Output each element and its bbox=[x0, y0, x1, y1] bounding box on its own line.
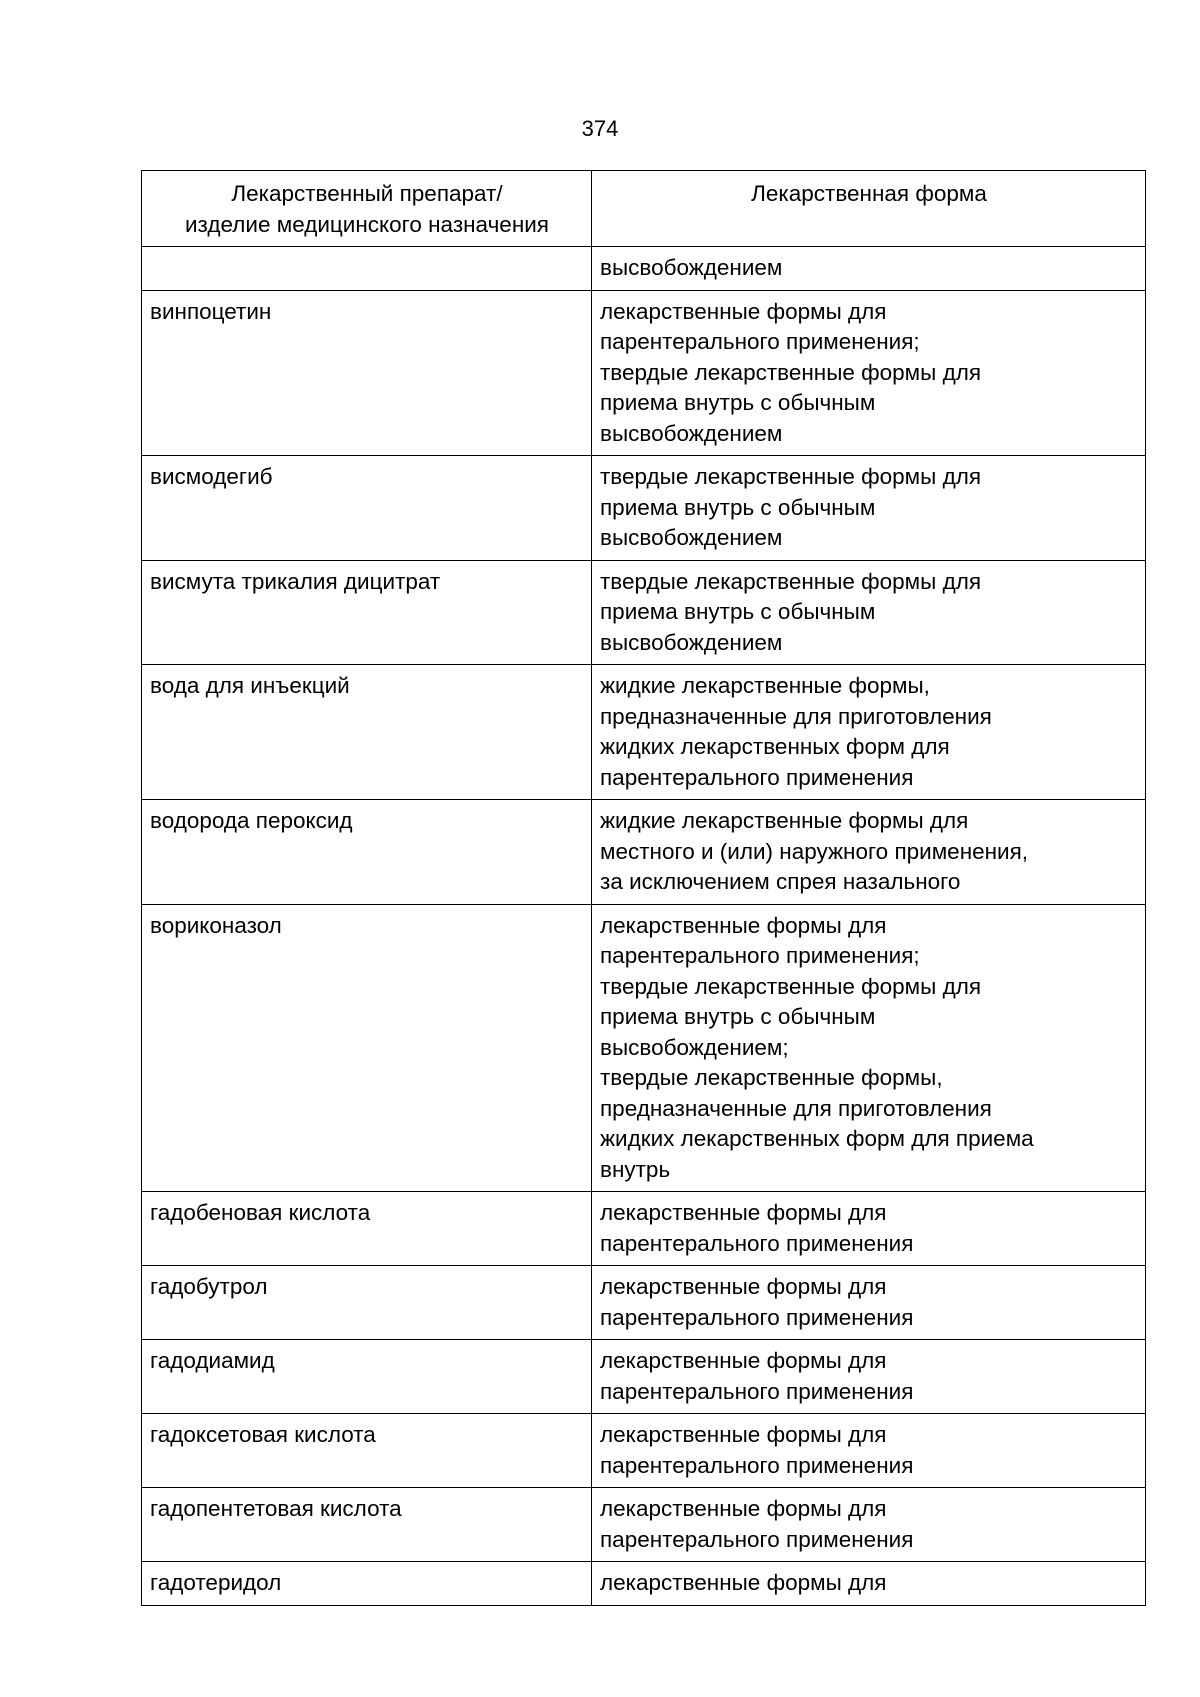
drug-name-cell bbox=[142, 1414, 592, 1488]
dosage-form-line: твердые лекарственные формы, bbox=[600, 1065, 943, 1090]
table-row bbox=[142, 1266, 1146, 1340]
table-row bbox=[142, 1192, 1146, 1266]
dosage-form-line: местного и (или) наружного применения, bbox=[600, 838, 1029, 864]
dosage-form-line: твердые лекарственные формы для bbox=[600, 973, 982, 999]
header-line: Лекарственная форма bbox=[751, 181, 987, 206]
dosage-form-line: предназначенные для приготовления bbox=[600, 1095, 992, 1121]
dosage-form-line: парентерального применения bbox=[600, 1230, 914, 1256]
dosage-form-line: за исключением спрея назального bbox=[600, 869, 961, 894]
dosage-form-line: парентерального применения bbox=[600, 1526, 914, 1552]
drug-name: гадобутрол bbox=[150, 1274, 268, 1299]
header-line: изделие медицинского назначения bbox=[184, 211, 549, 237]
dosage-form-line: высвобождением bbox=[600, 420, 783, 446]
drug-name-cell bbox=[142, 456, 592, 561]
dosage-form-cell bbox=[592, 247, 1146, 291]
dosage-form-line: лекарственные формы для bbox=[600, 1200, 887, 1225]
drug-name-cell bbox=[142, 247, 592, 291]
drug-name: висмодегиб bbox=[150, 464, 273, 489]
drug-name-cell bbox=[142, 1562, 592, 1606]
header-form-column bbox=[592, 171, 1146, 247]
dosage-form-line: парентерального применения bbox=[600, 1452, 914, 1478]
table-row bbox=[142, 1488, 1146, 1562]
dosage-form-line: лекарственные формы для bbox=[600, 298, 887, 324]
table-row bbox=[142, 1414, 1146, 1488]
drug-name: винпоцетин bbox=[150, 298, 272, 324]
dosage-form-line: твердые лекарственные формы для bbox=[600, 464, 982, 489]
drug-name: гадобеновая кислота bbox=[150, 1200, 371, 1225]
dosage-form-cell bbox=[592, 1562, 1146, 1606]
dosage-form-line: парентерального применения; bbox=[600, 329, 920, 354]
drug-name-cell bbox=[142, 665, 592, 800]
dosage-form-line: высвобождением bbox=[600, 255, 783, 280]
dosage-form-line: жидкие лекарственные формы для bbox=[600, 808, 969, 833]
dosage-form-line: лекарственные формы для bbox=[600, 912, 887, 938]
header-drug-column bbox=[142, 171, 592, 247]
table-row bbox=[142, 1340, 1146, 1414]
table-row bbox=[142, 290, 1146, 456]
dosage-form-cell bbox=[592, 665, 1146, 800]
drug-name: гадоксетовая кислота bbox=[150, 1422, 376, 1447]
drug-name-cell bbox=[142, 560, 592, 665]
table-row bbox=[142, 560, 1146, 665]
dosage-form-line: приема внутрь с обычным bbox=[600, 1004, 876, 1029]
dosage-form-line: парентерального применения; bbox=[600, 943, 920, 968]
drug-table bbox=[141, 170, 1146, 1606]
table-row bbox=[142, 456, 1146, 561]
drug-name-cell bbox=[142, 1192, 592, 1266]
table-row bbox=[142, 665, 1146, 800]
page-number: 374 bbox=[581, 116, 619, 141]
dosage-form-line: лекарственные формы для bbox=[600, 1274, 887, 1299]
dosage-form-line: высвобождением; bbox=[600, 1034, 789, 1060]
dosage-form-cell bbox=[592, 1488, 1146, 1562]
dosage-form-line: приема внутрь с обычным bbox=[600, 390, 876, 415]
dosage-form-cell bbox=[592, 904, 1146, 1192]
drug-name: гадопентетовая кислота bbox=[150, 1496, 402, 1521]
dosage-form-line: жидких лекарственных форм для приема bbox=[600, 1126, 1034, 1151]
dosage-form-line: парентерального применения bbox=[600, 1378, 914, 1404]
drug-name-cell bbox=[142, 904, 592, 1192]
table-row bbox=[142, 904, 1146, 1192]
drug-name: гадотеридол bbox=[150, 1570, 282, 1595]
table-row bbox=[142, 800, 1146, 905]
dosage-form-cell bbox=[592, 800, 1146, 905]
dosage-form-cell bbox=[592, 1340, 1146, 1414]
drug-name: гадодиамид bbox=[150, 1348, 275, 1373]
dosage-form-line: лекарственные формы для bbox=[600, 1422, 887, 1447]
drug-name-cell bbox=[142, 1266, 592, 1340]
drug-name: водорода пероксид bbox=[150, 808, 353, 833]
dosage-form-cell bbox=[592, 1414, 1146, 1488]
drug-name: вода для инъекций bbox=[150, 673, 350, 698]
dosage-form-line: приема внутрь с обычным bbox=[600, 494, 876, 520]
drug-name-cell bbox=[142, 1488, 592, 1562]
table-header-row bbox=[142, 171, 1146, 247]
drug-name: вориконазол bbox=[150, 912, 282, 938]
drug-name-cell bbox=[142, 800, 592, 905]
dosage-form-cell bbox=[592, 1266, 1146, 1340]
header-line: Лекарственный препарат/ bbox=[231, 181, 503, 206]
table-row bbox=[142, 1562, 1146, 1606]
drug-name: висмута трикалия дицитрат bbox=[150, 568, 441, 594]
dosage-form-line: лекарственные формы для bbox=[600, 1570, 887, 1595]
dosage-form-line: предназначенные для приготовления bbox=[600, 703, 992, 729]
dosage-form-cell bbox=[592, 560, 1146, 665]
dosage-form-line: внутрь bbox=[600, 1156, 671, 1182]
dosage-form-line: высвобождением bbox=[600, 629, 783, 655]
dosage-form-line: лекарственные формы для bbox=[600, 1496, 887, 1521]
dosage-form-line: приема внутрь с обычным bbox=[600, 599, 876, 624]
dosage-form-line: твердые лекарственные формы для bbox=[600, 568, 982, 594]
table-body bbox=[142, 247, 1146, 1606]
drug-name-cell bbox=[142, 290, 592, 456]
dosage-form-line: твердые лекарственные формы для bbox=[600, 359, 982, 385]
dosage-form-line: высвобождением bbox=[600, 525, 783, 550]
dosage-form-cell bbox=[592, 290, 1146, 456]
dosage-form-line: жидкие лекарственные формы, bbox=[600, 673, 930, 698]
dosage-form-line: лекарственные формы для bbox=[600, 1348, 887, 1373]
drug-name-cell bbox=[142, 1340, 592, 1414]
dosage-form-cell bbox=[592, 456, 1146, 561]
dosage-form-line: жидких лекарственных форм для bbox=[600, 734, 950, 759]
dosage-form-line: парентерального применения bbox=[600, 1304, 914, 1330]
table-row bbox=[142, 247, 1146, 291]
dosage-form-line: парентерального применения bbox=[600, 764, 914, 790]
dosage-form-cell bbox=[592, 1192, 1146, 1266]
